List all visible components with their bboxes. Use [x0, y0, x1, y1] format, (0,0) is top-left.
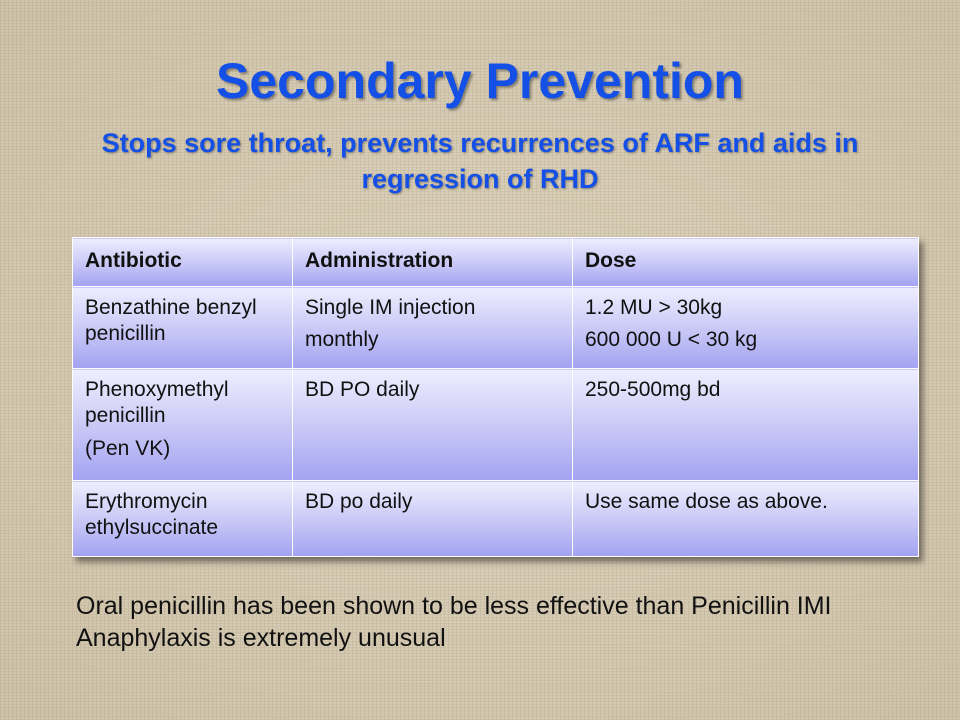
cell-text: (Pen VK) [85, 436, 171, 460]
cell-text: Erythromycin ethylsuccinate [85, 490, 219, 540]
cell-administration [293, 287, 573, 369]
slide-subtitle: Stops sore throat, prevents recurrences of ARF and aids in regression of RHD [101, 128, 859, 194]
cell-antibiotic [73, 287, 293, 369]
notes-block [76, 590, 936, 654]
cell-text: Single IM injection [305, 296, 476, 319]
header-administration: Administration [293, 238, 573, 287]
cell-administration [293, 481, 573, 557]
cell-administration [293, 369, 573, 481]
cell-text: Phenoxymethyl penicillin [85, 378, 229, 428]
note-anaphylaxis: Anaphylaxis is extremely unusual [76, 624, 446, 652]
cell-text: Benzathine benzyl penicillin [85, 296, 257, 346]
header-dose: Dose [573, 238, 919, 287]
cell-text: 250-500mg bd [585, 378, 721, 401]
cell-text: BD PO daily [305, 378, 420, 401]
table-header-row [73, 238, 919, 287]
table-row [73, 369, 919, 481]
cell-text: BD po daily [305, 490, 413, 513]
cell-text: monthly [305, 328, 379, 352]
cell-dose [573, 287, 919, 369]
header-antibiotic: Antibiotic [73, 238, 293, 287]
cell-dose [573, 369, 919, 481]
table-row [73, 287, 919, 369]
cell-dose [573, 481, 919, 557]
cell-text: 1.2 MU > 30kg [585, 296, 723, 319]
slide-title: Secondary Prevention [216, 53, 744, 109]
note-oral-penicillin: Oral penicillin has been shown to be less effective than Penicillin IMI [76, 592, 832, 620]
cell-antibiotic [73, 481, 293, 557]
cell-antibiotic [73, 369, 293, 481]
cell-text: 600 000 U < 30 kg [585, 328, 758, 352]
table-row [73, 481, 919, 557]
antibiotic-table [72, 237, 919, 557]
cell-text: Use same dose as above. [585, 490, 828, 513]
